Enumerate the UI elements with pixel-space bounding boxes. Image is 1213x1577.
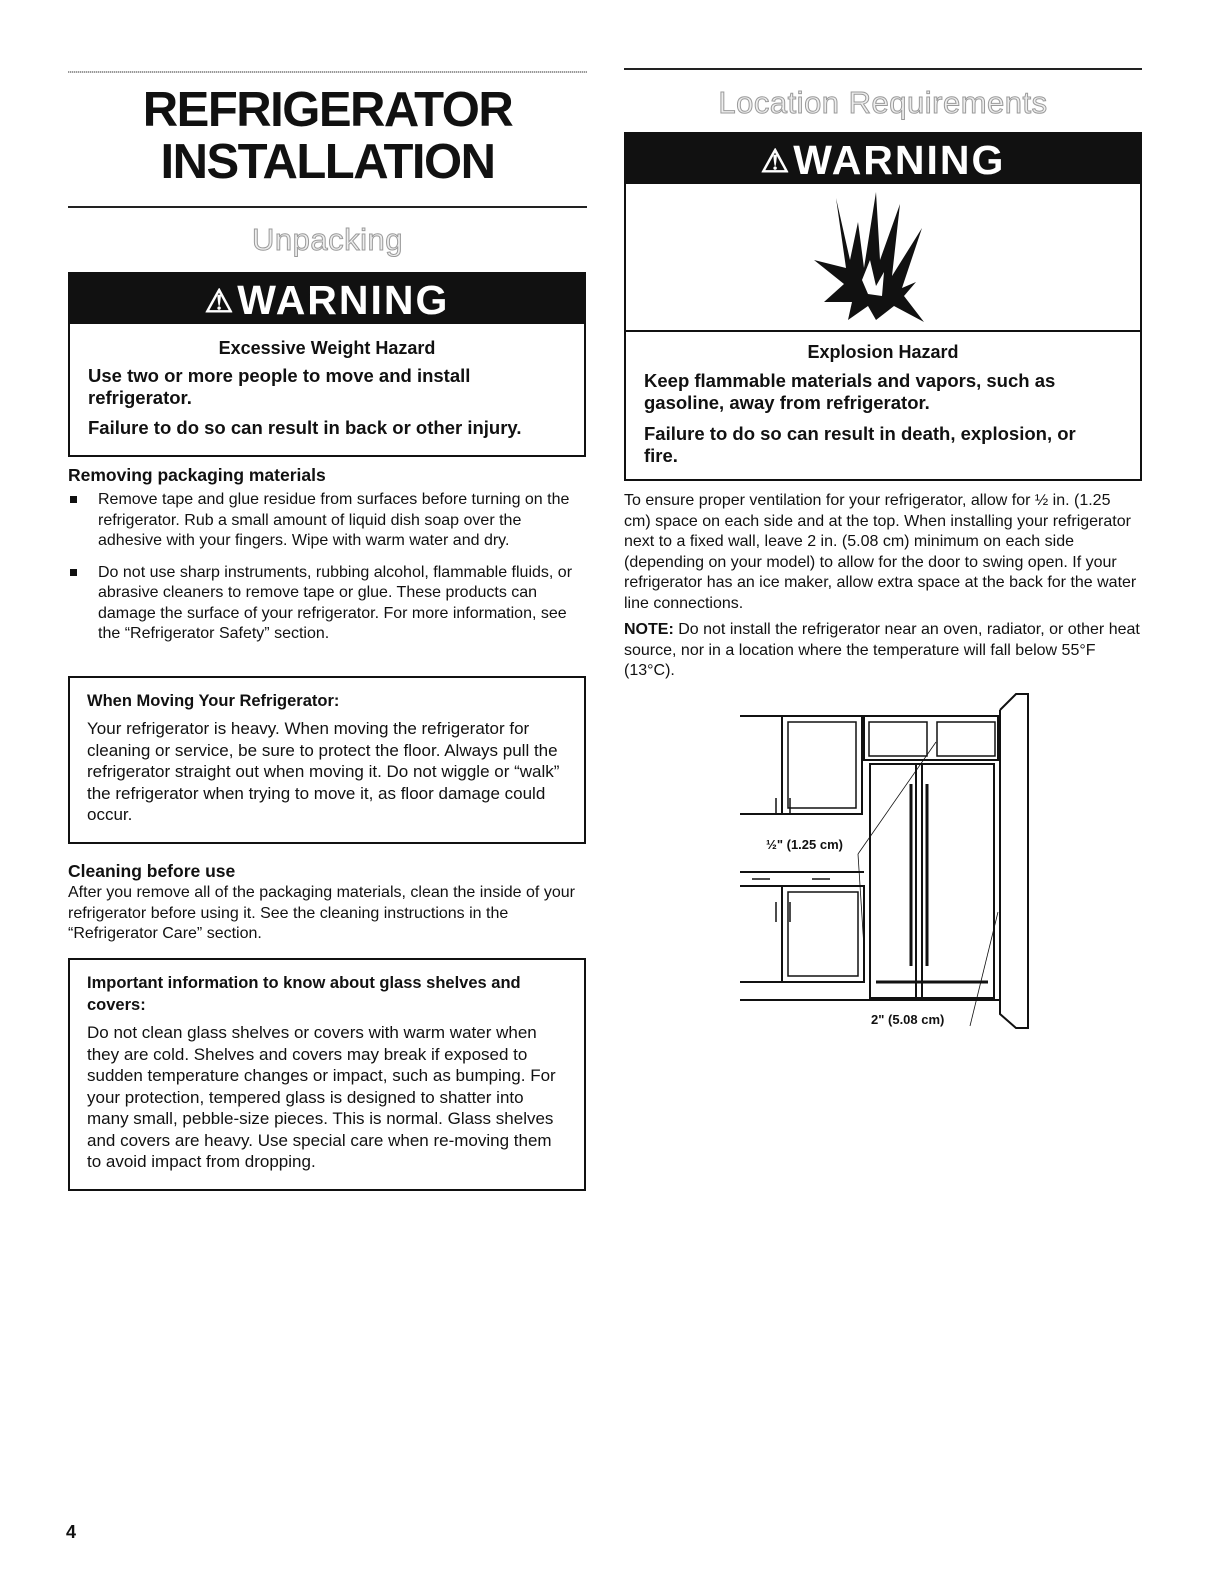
moving-info-box <box>68 676 586 844</box>
list-item: Remove tape and glue residue from surfaces before turning on the refrigerator. Rub a small amount of liquid dish soap over the adhesive with your fingers. Wipe with warm water and dry. <box>68 490 578 552</box>
page-title-line1: REFRIGERATOR <box>142 83 513 137</box>
note-text: Do not install the refrigerator near an oven, radiator, or other heat source, nor in a location where the temperature will fall below 55°F (13°C). <box>624 621 1140 679</box>
top-clearance-label: ½" (1.25 cm) <box>766 837 843 852</box>
glass-info-box <box>68 958 586 1191</box>
removing-heading: Removing packaging materials <box>68 465 326 485</box>
warning-triangle-icon: ⚠ <box>760 143 792 179</box>
hazard-instruction: Use two or more people to move and install refrigerator. <box>88 365 471 408</box>
note-label: NOTE: <box>624 621 674 638</box>
page-title <box>68 84 587 188</box>
moving-info-title: When Moving Your Refrigerator: <box>87 692 340 710</box>
top-rule-left <box>68 71 587 73</box>
hazard-title: Explosion Hazard <box>807 342 959 362</box>
glass-info-text: Do not clean glass shelves or covers with warm water when they are cold. Shelves and covers may break if exposed to sudden temperature changes or impact, such as bumping. For your protection, tempered glass is designed to shatter into many small, pebble-size pieces. This is normal. Glass shelves and covers are heavy. Use special care when re-moving them to avoid impact from dropping. <box>87 1023 556 1171</box>
explosion-icon-area <box>626 184 1140 330</box>
clearance-diagram <box>730 690 1040 1035</box>
explosion-warning-box <box>624 132 1142 481</box>
note-paragraph <box>624 620 1140 682</box>
removing-list <box>68 490 578 656</box>
moving-info-text: Your refrigerator is heavy. When moving the refrigerator for cleaning or service, be sure to protect the floor. Always pull the refrigerator straight out when moving it. Do not wiggle or “walk” the refrigerator when trying to move it, as floor damage could occur. <box>87 719 560 824</box>
list-item: Do not use sharp instruments, rubbing alcohol, flammable fluids, or abrasive cleaners to remove tape or glue. These products can damage the surface of your refrigerator. For more information, see the “Refrigerator Safety” section. <box>68 563 578 645</box>
weight-warning-box <box>68 272 586 457</box>
cleaning-text: After you remove all of the packaging materials, clean the inside of your refrigerator before using it. See the cleaning instructions in the “Refrigerator Care” section. <box>68 884 575 942</box>
top-rule-right <box>624 68 1142 70</box>
ventilation-paragraph: To ensure proper ventilation for your refrigerator, allow for ½ in. (1.25 cm) space on each side and at the top. When installing your refrigerator next to a fixed wall, leave 2 in. (5.08 cm) minimum on each side (depending on your model) to allow for the door to swing open. If your refrigerator has an ice maker, allow extra space at the back for the water line connections. <box>624 492 1137 612</box>
hazard-consequence: Failure to do so can result in death, explosion, or fire. <box>644 423 1076 466</box>
warning-label: WARNING <box>237 277 450 323</box>
hazard-instruction: Keep flammable materials and vapors, such as gasoline, away from refrigerator. <box>644 370 1056 413</box>
warning-banner <box>626 134 1140 184</box>
unpacking-heading: Unpacking <box>252 222 403 257</box>
side-clearance-label: 2" (5.08 cm) <box>871 1012 945 1027</box>
page-number: 4 <box>66 1522 77 1542</box>
cleaning-heading: Cleaning before use <box>68 861 236 881</box>
warning-label: WARNING <box>793 137 1006 183</box>
explosion-icon <box>798 184 958 330</box>
hazard-consequence: Failure to do so can result in back or other injury. <box>88 417 522 438</box>
page-title-line2: INSTALLATION <box>160 135 495 189</box>
hazard-title: Excessive Weight Hazard <box>218 338 436 358</box>
glass-info-title: Important information to know about glass shelves and covers: <box>87 974 521 1014</box>
location-heading: Location Requirements <box>718 85 1048 120</box>
warning-triangle-icon: ⚠ <box>204 283 236 319</box>
title-divider <box>68 206 587 208</box>
warning-banner <box>70 274 584 324</box>
